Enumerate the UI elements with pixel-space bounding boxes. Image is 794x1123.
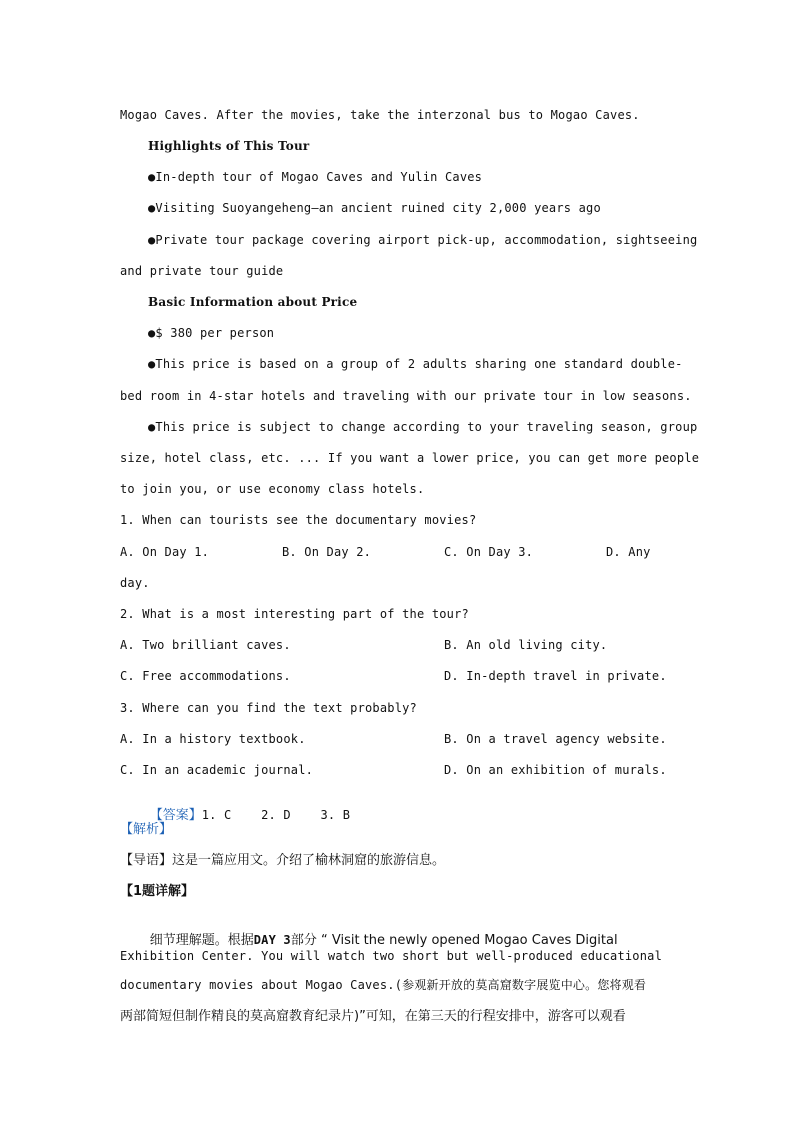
option-a: A. On Day 1. [120, 545, 210, 559]
price-item-continued: to join you, or use economy class hotels. [120, 482, 425, 496]
analysis-paragraph-line: 两部简短但制作精良的莫高窟教育纪录片)”可知，在第三天的行程安排中，游客可以观看 [120, 1009, 626, 1024]
option-b: B. An old living city. [444, 638, 608, 652]
analysis-tag: 【解析】 [120, 822, 173, 837]
option-c: C. Free accommodations. [120, 669, 291, 683]
price-item: ●This price is subject to change according to your traveling season, group [148, 420, 698, 434]
highlights-heading: Highlights of This Tour [148, 139, 310, 153]
highlight-item: ●Visiting Suoyangeheng—an ancient ruined city 2,000 years ago [148, 201, 601, 215]
highlight-item: ●Private tour package covering airport pick-up, accommodation, sightseeing [148, 233, 698, 247]
analysis-text: 细节理解题。根据 [149, 933, 254, 948]
analysis-paragraph-line: Exhibition Center. You will watch two short but well-produced educational [120, 949, 662, 963]
price-item-continued: bed room in 4-star hotels and traveling with our private tour in low seasons. [120, 389, 692, 403]
guide-text: 【导语】这是一篇应用文。介绍了榆林洞窟的旅游信息。 [120, 853, 446, 868]
price-heading: Basic Information about Price [148, 295, 358, 309]
analysis-bold-text: DAY 3 [253, 933, 291, 947]
option-d: D. In-depth travel in private. [444, 669, 667, 683]
option-b: B. On a travel agency website. [444, 732, 667, 746]
option-b: B. On Day 2. [282, 545, 372, 559]
option-d-continued: day. [120, 576, 150, 590]
question-stem: 3. Where can you find the text probably? [120, 701, 417, 715]
analysis-paragraph-line: documentary movies about Mogao Caves.(参观新开放的莫高窟数字展览中心。您将观看 [120, 978, 647, 992]
option-d: D. Any [606, 545, 651, 559]
analysis-text: 部分 “ Visit the newly opened Mogao Caves Digital [290, 933, 618, 948]
price-item: ●$ 380 per person [148, 326, 275, 340]
question-stem: 1. When can tourists see the documentary movies? [120, 513, 477, 527]
answer-tag: 【答案】 [149, 808, 202, 823]
question-stem: 2. What is a most interesting part of the tour? [120, 607, 469, 621]
answer-text: 1. C 2. D 3. B [201, 808, 351, 822]
detail-heading: 【1题详解】 [120, 884, 195, 899]
option-d: D. On an exhibition of murals. [444, 763, 667, 777]
highlight-item-continued: and private tour guide [120, 264, 284, 278]
highlight-item: ●In-depth tour of Mogao Caves and Yulin Caves [148, 170, 483, 184]
price-item: ●This price is based on a group of 2 adults sharing one standard double- [148, 357, 683, 371]
option-a: A. Two brilliant caves. [120, 638, 291, 652]
price-item-continued: size, hotel class, etc. ... If you want a lower price, you can get more people [120, 451, 700, 465]
passage-line: Mogao Caves. After the movies, take the interzonal bus to Mogao Caves. [120, 108, 640, 122]
option-a: A. In a history textbook. [120, 732, 306, 746]
option-c: C. In an academic journal. [120, 763, 314, 777]
option-c: C. On Day 3. [444, 545, 534, 559]
